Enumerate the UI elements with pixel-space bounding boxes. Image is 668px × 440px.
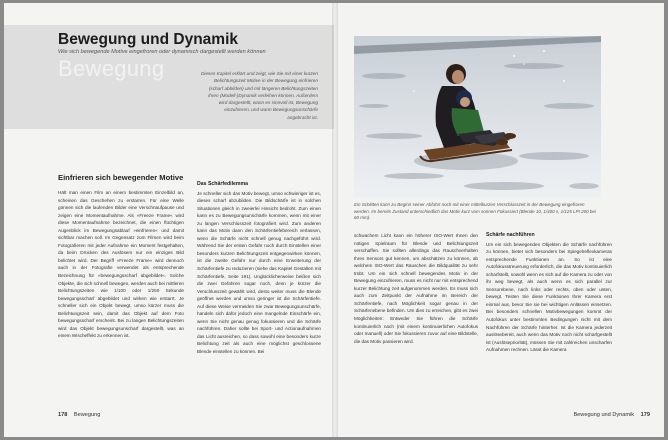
chapter-title: Bewegung und Dynamik: [58, 31, 238, 48]
text-column-1: [58, 189, 184, 340]
chapter-intro: Dieses Kapitel erklärt und zeigt, wie Sie mit einer kurzen Belichtungszeit Motive in der Bewegung einfrieren (scharf abbilden) und mit längeren Belichtungszeiten ihren (Modell-)Dynamik verleihen können. Außerdem wird dargestellt, wann es sinnvoll ist, Bewegung einzufrieren, und wann Bewegungsunschärfe angebracht ist.: [201, 71, 318, 120]
sled-photo: [354, 36, 601, 198]
footer-label: Bewegung und Dynamik: [573, 412, 635, 418]
subsection-heading: Schärfe nachführen: [486, 232, 535, 238]
chapter-subtitle: Wie sich bewegende Motive eingefroren oder dynamisch dargestellt werden können: [58, 49, 266, 55]
photo-caption: Ein Schlitten kann zu Beginn seiner Abfahrt noch mit einer mittelkurzen Verschlusszeit in der Bewegung eingefroren werden. Im bereits Zustand unterschiedlich das Motiv kurz vom sonnen Fokussiert (Blende 10, 1/400 s, 1/125 LPI 200 bei 60 mm).: [354, 202, 596, 221]
right-footer: [573, 412, 650, 418]
body-paragraph: Je schneller sich das Motiv bewegt, umso schwieriger ist es, dieses scharf abzubilden. Die Bildschärfe ist in solchen Situationen gleich in zweierlei Hinsicht bedroht. Zum einen kann es zu Bewegungsunschärfe kommen, wenn mit einer zu langen Verschlusszeit fotografiert wird. Zum anderen kann das Motiv dann den Schärfentiefebereich verlassen, wenn die Schärfe nicht schnell genug nachgeführt wird. Während Sie der ersten Gefahr noch durch Einstellen einer besonders kurzen Belichtungszeit entgegenwirken können, ist die zweite Gefahr nur durch eine Erweiterung der Schärfentiefe zu reduzieren (siehe das Kapitel Gestalten mit Schärfentiefe, Seite 191). Unglücklicherweise beißen sich die zwei Gefahren sogar noch, denn je kürzer die Verschlusszeit gewählt wird, desto weiter muss die Blende geöffnet werden und umso geringer ist die Schärfentiefe. Auf diese Weise vermeiden Sie zwar Bewegungsunschärfe, handeln sich dafür jedoch eine mangelnde Einschärfe ein, wenn Sie nicht genau genug fokussieren und die Schärfe nachführen. Daher sollte bei Sport- und Actionaufnahmen das Licht ausreichen, so dass sowohl eine besonders kurze Belichtung zeit als auch eine möglichst geschlossene Blende einstellen zu können. Bei: [197, 190, 321, 355]
left-footer: [58, 412, 100, 418]
left-page: [4, 3, 334, 437]
subsection-heading: Das Schärfedilemma: [197, 181, 249, 187]
page-number: 178: [58, 412, 68, 418]
book-gutter: [332, 3, 338, 437]
book-spread: [4, 3, 664, 437]
section-title: Einfrieren sich bewegender Motive: [58, 173, 184, 182]
body-paragraph: schwachem Licht kann ein höherer ISO-Wert Ihnen den nötigen Spielraum für Blende und Belichtungszeit verschaffen. Sie sollten allerdings das Rauschverhalten Ihres Sensors gut kennen, um abschätzen zu können, ab welchem ISO-Wert das Rauschen die Bildqualität zu sehr trübt. Um ein sich schnell bewegendes Motiv in der Bewegung einzufrieren, muss es nicht nur mit entsprechend kurzer Belichtung zeit aufgenommen werden. Es muss sich auch zum Zeitpunkt der Aufnahme im Bereich der Schärfentiefe, nach Möglichkeit sogar genau in der Schärfenebene befinden. Um dies zu erreichen, gibt es zwei Möglichkeiten: Entweder Sie führen die Schärfe kontinuierlich nach (mit einem kontinuierlichen Autofokus oder manuell) oder Sie fokussieren zuvor auf eine Bildstelle, die das Motiv passieren wird.: [354, 233, 478, 344]
text-column-4: [486, 232, 612, 354]
text-column-3: [354, 232, 478, 345]
text-column-2: [197, 181, 321, 356]
right-page: [334, 3, 664, 437]
sled-photo-illustration: [354, 36, 601, 198]
body-paragraph: Hält man einen Film an einem bestimmten Einzelbild an, scheinen das Geschehen zu erstarren. Für eine Welle gönnen sich die laufenden Bilder eine Verschnaufpause und zeigen eine Momentaufnahme. Als »Freeze Frame« wird diese Momentaufnahme bezeichnet, die einen flüchtigen Augenblick im Bewegungsablauf »einfrieren« und damit sichtbar machen soll. Im Gegensatz zum Filmen wird beim Fotografieren mit jeder Aufnahme ein Moment festgehalten, da beim Drücken des Auslösers nur ein einziges Bild belichtet wird. Der Begriff »Freeze Frame« wird dennoch auch in der Fotografie verwendet als entsprechende Bezeichnung für »bewegungsscharf abgebildet«. Solche Objekte, die sich schnell bewegen, werden auch bei mittleren Belichtungszeiten wie 1/100 oder 1/250 Sekunde bewegungsscharf abgebildet und wirken wie erstarrt. Je schneller sich ein Objekt bewegt, umso kürzer muss die Belichtungszeit sein, damit das Objekt auf dem Foto bewegungsscharf erscheint. Bei zu langen Belichtungszeiten wird das Objekt bewegungsunscharf dargestellt, was an einem Wischeffekt zu erkennen ist.: [58, 190, 184, 339]
chapter-ghost-title: Bewegung: [58, 56, 165, 81]
footer-label: Bewegung: [73, 412, 101, 418]
page-number: 179: [640, 412, 650, 418]
body-paragraph: Um ein sich bewegenden Objekten die Schärfe nachführen zu können, bietet sich besonders bei Spiegelreflexkameras entsprechende Funktionen an. So ist eine Autofokusstreuerung erforderlich, die das Motiv kontinuierlich scharfstellt, sowohl wenn es sich auf die Kamera zu oder von ihr weg bewegt, als auch wenn es sich parallel zur Sensorebene, nach links oder rechts, oben oder unten, bewegt. Testen Sie diese Funktionen Ihrer Kamera erst einmal aus, bevor Sie sie bei wichtigen Anlässen einsetzen. Bei besonders schnellen Motivbewegungen kommt der Autofokus unter bestimmten Bedingungen nicht mit dem Nachführen der Schärfe hinterher. Ist die Kamera jederzeit auslösebereit, auch wenn das Motiv noch nicht scharfgestellt ist (Auslösepriorität), müssen Sie mit zahlreichen unscharfen Aufnahmen rechnen. Lässt die Kamera: [486, 241, 612, 353]
